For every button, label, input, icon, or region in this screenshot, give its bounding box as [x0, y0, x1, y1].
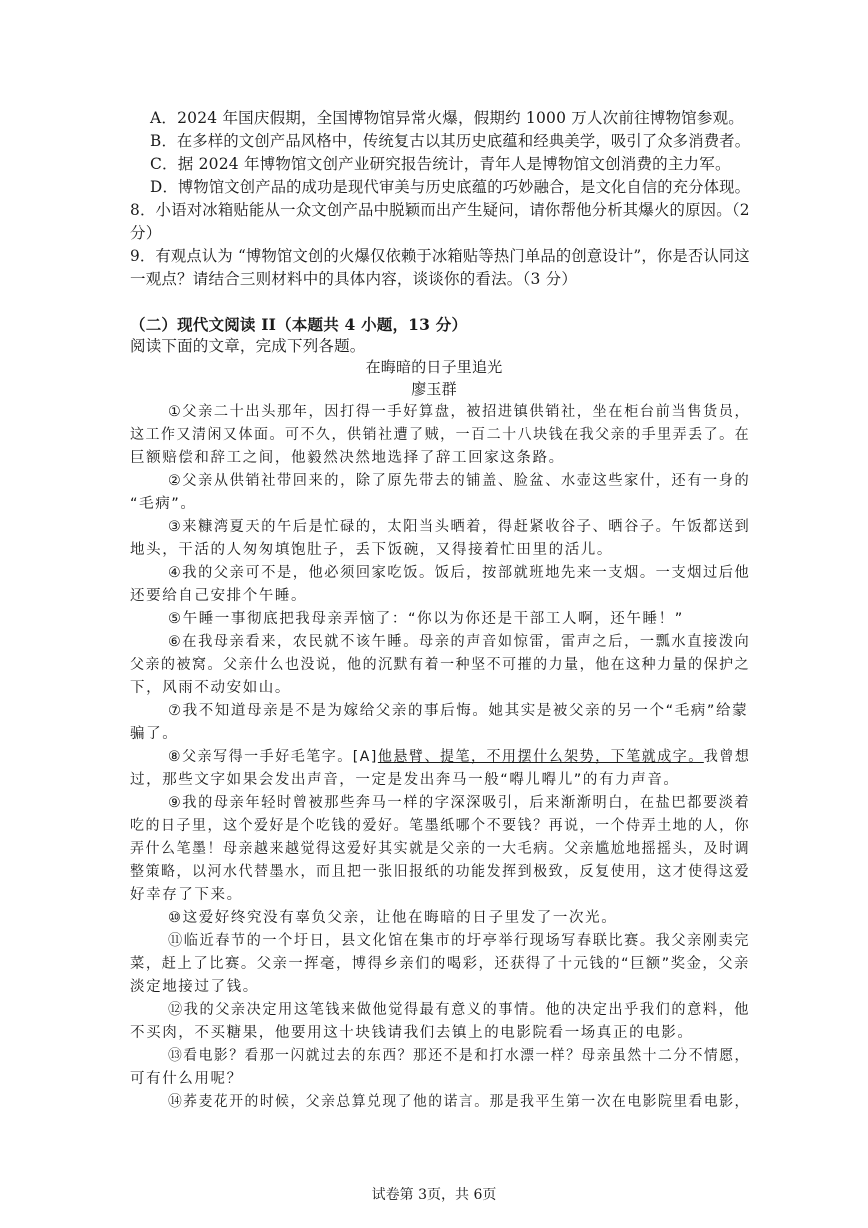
paragraph-1: ①父亲二十出头那年，因打得一手好算盘，被招进镇供销社，坐在柜台前当售货员， [168, 404, 751, 420]
section-heading: （二）现代文阅读 II（本题共 4 小题，13 分） [130, 315, 468, 334]
underlined-sentence-a: 他悬臂、提笔，不用摆什么架势，下笔就成字。 [377, 749, 704, 765]
paragraph-6-line: 下，风雨不动安如山。 [130, 680, 291, 696]
paragraph-3-line: 地头，干活的人匆匆填饱肚子，丢下饭碗，又得接着忙田里的活儿。 [130, 542, 613, 558]
paragraph-6-line: 父亲的被窝。父亲什么也没说，他的沉默有着一种坚不可摧的力量，他在这种力量的保护之 [130, 657, 751, 673]
paragraph-2-line: “毛病”。 [130, 496, 197, 512]
paragraph-11-line: 淡定地接过了钱。 [130, 979, 259, 995]
paragraph-7: ⑦我不知道母亲是不是为嫁给父亲的事后悔。她其实是被父亲的另一个“毛病”给蒙 [168, 703, 749, 719]
paragraph-9-line: 好幸存了下来。 [130, 887, 243, 903]
paragraph-8-line: 过，那些文字如果会发出声音，一定是发出奔马一般“嘚儿嘚儿”的有力声音。 [130, 772, 680, 788]
paragraph-2: ②父亲从供销社带回来的，除了原先带去的铺盖、脸盆、水壶这些家什，还有一身的 [168, 473, 751, 489]
paragraph-12: ⑫我的父亲决定用这笔钱来做他觉得最有意义的事情。他的决定出乎我们的意料，他 [168, 1002, 751, 1018]
paragraph-5: ⑤午睡一事彻底把我母亲弄恼了：“你以为你还是干部工人啊，还午睡！” [168, 611, 684, 627]
option-a: A．2024 年国庆假期，全国博物馆异常火爆，假期约 1000 万人次前往博物馆参观。 [150, 109, 744, 127]
question-8-cont: 分） [130, 224, 162, 242]
option-c: C．据 2024 年博物馆文创产业研究报告统计，青年人是博物馆文创消费的主力军。 [150, 155, 731, 173]
paragraph-13: ⑬看电影？看那一闪就过去的东西？那还不是和打水漂一样？母亲虽然十二分不情愿， [168, 1048, 750, 1064]
paragraph-8 [168, 746, 750, 768]
paragraph-11-line: 菜，赶上了比赛。父亲一挥毫，博得乡亲们的喝彩，还获得了十元钱的“巨额”奖金，父亲 [130, 956, 750, 972]
question-8: 8．小语对冰箱贴能从一众文创产品中脱颖而出产生疑问，请你帮他分析其爆火的原因。（2 [130, 201, 750, 219]
paragraph-9: ⑨我的母亲年轻时曾被那些奔马一样的字深深吸引，后来渐渐明白，在盐巴都要淡着 [168, 795, 751, 811]
option-d: D．博物馆文创产品的成功是现代审美与历史底蕴的巧妙融合，是文化自信的充分体现。 [150, 178, 751, 196]
paragraph-4: ④我的父亲可不是，他必须回家吃饭。饭后，按部就班地先来一支烟。一支烟过后他 [168, 565, 751, 581]
paragraph-9-line: 整策略，以河水代替墨水，而且把一张旧报纸的功能发挥到极致，反复使用，这才使得这爱 [130, 864, 751, 880]
paragraph-8-tail: 我曾想 [703, 749, 751, 765]
paragraph-12-line: 不买肉，不买糖果，他要用这十块钱请我们去镇上的电影院看一场真正的电影。 [130, 1025, 694, 1041]
paragraph-9-line: 弄什么笔墨！母亲越来越觉得这爱好其实就是父亲的一大毛病。父亲尴尬地摇摇头，及时调 [130, 841, 751, 857]
paragraph-14: ⑭荞麦花开的时候，父亲总算兑现了他的诺言。那是我平生第一次在电影院里看电影， [168, 1094, 750, 1110]
paragraph-4-line: 还要给自己安排个午睡。 [130, 588, 308, 604]
paragraph-7-line: 骗了。 [130, 726, 179, 742]
paragraph-13-line: 可有什么用呢？ [130, 1071, 243, 1087]
section-intro: 阅读下面的文章，完成下列各题。 [130, 337, 366, 355]
paragraph-3: ③来糠湾夏天的午后是忙碌的，太阳当头晒着，得赶紧收谷子、晒谷子。午饭都送到 [168, 519, 751, 535]
option-b: B．在多样的文创产品风格中，传统复古以其历史底蕴和经典美学，吸引了众多消费者。 [150, 132, 751, 150]
article-title: 在晦暗的日子里追光 [365, 358, 503, 376]
question-9-cont: 一观点？请结合三则材料中的具体内容，谈谈你的看法。（3 分） [130, 270, 578, 288]
question-9: 9．有观点认为 “博物馆文创的火爆仅依赖于冰箱贴等热门单品的创意设计”，你是否认同这 [130, 247, 750, 265]
paragraph-6: ⑥在我母亲看来，农民就不该午睡。母亲的声音如惊雷，雷声之后，一瓢水直接泼向 [168, 634, 751, 650]
paragraph-1-line: 这工作又清闲又体面。可不久，供销社遭了贼，一百二十八块钱在我父亲的手里弄丢了。在 [130, 427, 751, 443]
page-footer: 试卷第 3页，共 6页 [371, 1187, 497, 1203]
paragraph-1-line: 巨额赔偿和辞工之间，他毅然决然地选择了辞工回家这条路。 [130, 450, 565, 466]
paragraph-11: ⑪临近春节的一个圩日，县文化馆在集市的圩亭举行现场写春联比赛。我父亲刚卖完 [168, 933, 751, 949]
paragraph-8-lead: ⑧父亲写得一手好毛笔字。[A] [168, 749, 378, 765]
paragraph-10: ⑩这爱好终究没有辜负父亲，让他在晦暗的日子里发了一次光。 [168, 910, 618, 926]
paragraph-9-line: 吃的日子里，这个爱好是个吃钱的爱好。笔墨纸哪个不要钱？再说，一个侍弄土地的人，你 [130, 818, 751, 834]
article-author: 廖玉群 [411, 380, 457, 398]
